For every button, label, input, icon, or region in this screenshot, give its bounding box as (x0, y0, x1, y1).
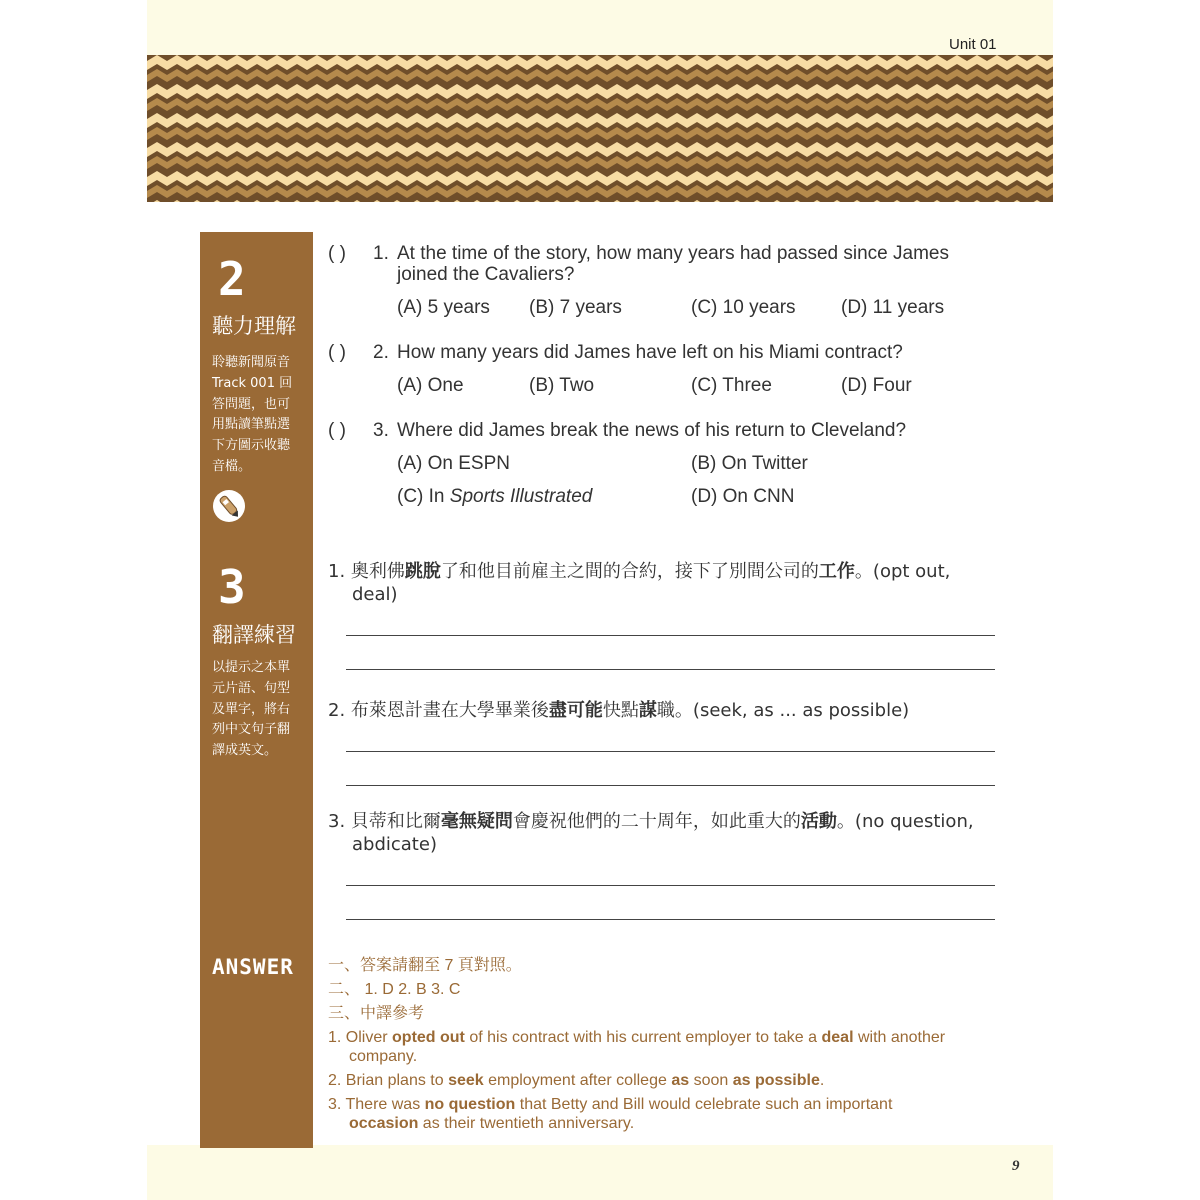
section-3-desc: 以提示之本單 元片語、句型 及單字，將右 列中文句子翻 譯成英文。 (212, 660, 291, 759)
unit-label: Unit 01 (949, 36, 997, 53)
translation-item-2: 2. 布萊恩計畫在大學畢業後盡可能快點謀職。(seek, as ... as possible) (328, 700, 910, 721)
section-2-number: 2 (218, 252, 246, 306)
q1-option-a[interactable]: (A) 5 years (397, 297, 490, 318)
answer-heading: ANSWER (212, 955, 294, 979)
translation-item-3: 3. 貝蒂和比爾毫無疑問會慶祝他們的二十周年，如此重大的活動。(no question, (328, 811, 974, 832)
answer-line-2: 二、 1. D 2. B 3. C (328, 981, 461, 998)
translation-item-3-cont: abdicate) (352, 834, 437, 855)
q2-option-a[interactable]: (A) One (397, 375, 464, 396)
question-2-number: 2. (373, 342, 389, 363)
question-3-number: 3. (373, 420, 389, 441)
q1-option-b[interactable]: (B) 7 years (529, 297, 622, 318)
answer-line[interactable] (346, 919, 995, 920)
answer-line-1: 一、答案請翻至 7 頁對照。 (328, 957, 522, 974)
section-3-number: 3 (218, 560, 246, 614)
q1-option-c[interactable]: (C) 10 years (691, 297, 796, 318)
answer-line[interactable] (346, 669, 995, 670)
question-1-text-cont: joined the Cavaliers? (397, 264, 575, 285)
q2-option-d[interactable]: (D) Four (841, 375, 912, 396)
answer-line[interactable] (346, 751, 995, 752)
answer-blank-3[interactable]: ( ) (328, 420, 346, 441)
q1-option-d[interactable]: (D) 11 years (841, 297, 945, 318)
page-number: 9 (1012, 1158, 1020, 1174)
q3-option-c[interactable]: (C) In Sports Illustrated (397, 486, 593, 507)
q3-option-a[interactable]: (A) On ESPN (397, 453, 510, 474)
chevron-banner (147, 55, 1053, 202)
answer-translation-3-cont: occasion as their twentieth anniversary. (349, 1115, 635, 1132)
translation-item-1: 1. 奧利佛跳脫了和他目前雇主之間的合約，接下了別間公司的工作。(opt out, (328, 561, 951, 582)
section-3-title: 翻譯練習 (212, 623, 296, 647)
q3-option-d[interactable]: (D) On CNN (691, 486, 795, 507)
section-2-title: 聽力理解 (212, 314, 296, 338)
answer-line-3: 三、中譯參考 (328, 1005, 425, 1022)
translation-item-1-cont: deal) (352, 584, 398, 605)
q2-option-b[interactable]: (B) Two (529, 375, 595, 396)
answer-translation-2: 2. Brian plans to seek employment after college as soon as possible. (328, 1072, 825, 1089)
answer-translation-1: 1. Oliver opted out of his contract with his current employer to take a deal with another (328, 1029, 946, 1046)
answer-line[interactable] (346, 885, 995, 886)
question-2-text: How many years did James have left on his Miami contract? (397, 342, 903, 363)
answer-line[interactable] (346, 635, 995, 636)
answer-blank-1[interactable]: ( ) (328, 243, 346, 264)
audio-pen-icon[interactable] (212, 489, 246, 523)
answer-line[interactable] (346, 785, 995, 786)
question-1-text: At the time of the story, how many years had passed since James (397, 243, 949, 264)
section-2-desc: 聆聽新聞原音 Track 001 回 答問題，也可 用點讀筆點選 下方圖示收聽 音檔。 (212, 355, 293, 474)
answer-translation-3: 3. There was no question that Betty and Bill would celebrate such an important (328, 1096, 893, 1113)
question-1-number: 1. (373, 243, 389, 264)
q3-option-b[interactable]: (B) On Twitter (691, 453, 808, 474)
answer-blank-2[interactable]: ( ) (328, 342, 346, 363)
question-3-text: Where did James break the news of his return to Cleveland? (397, 420, 907, 441)
q2-option-c[interactable]: (C) Three (691, 375, 772, 396)
answer-translation-1-cont: company. (349, 1048, 418, 1065)
